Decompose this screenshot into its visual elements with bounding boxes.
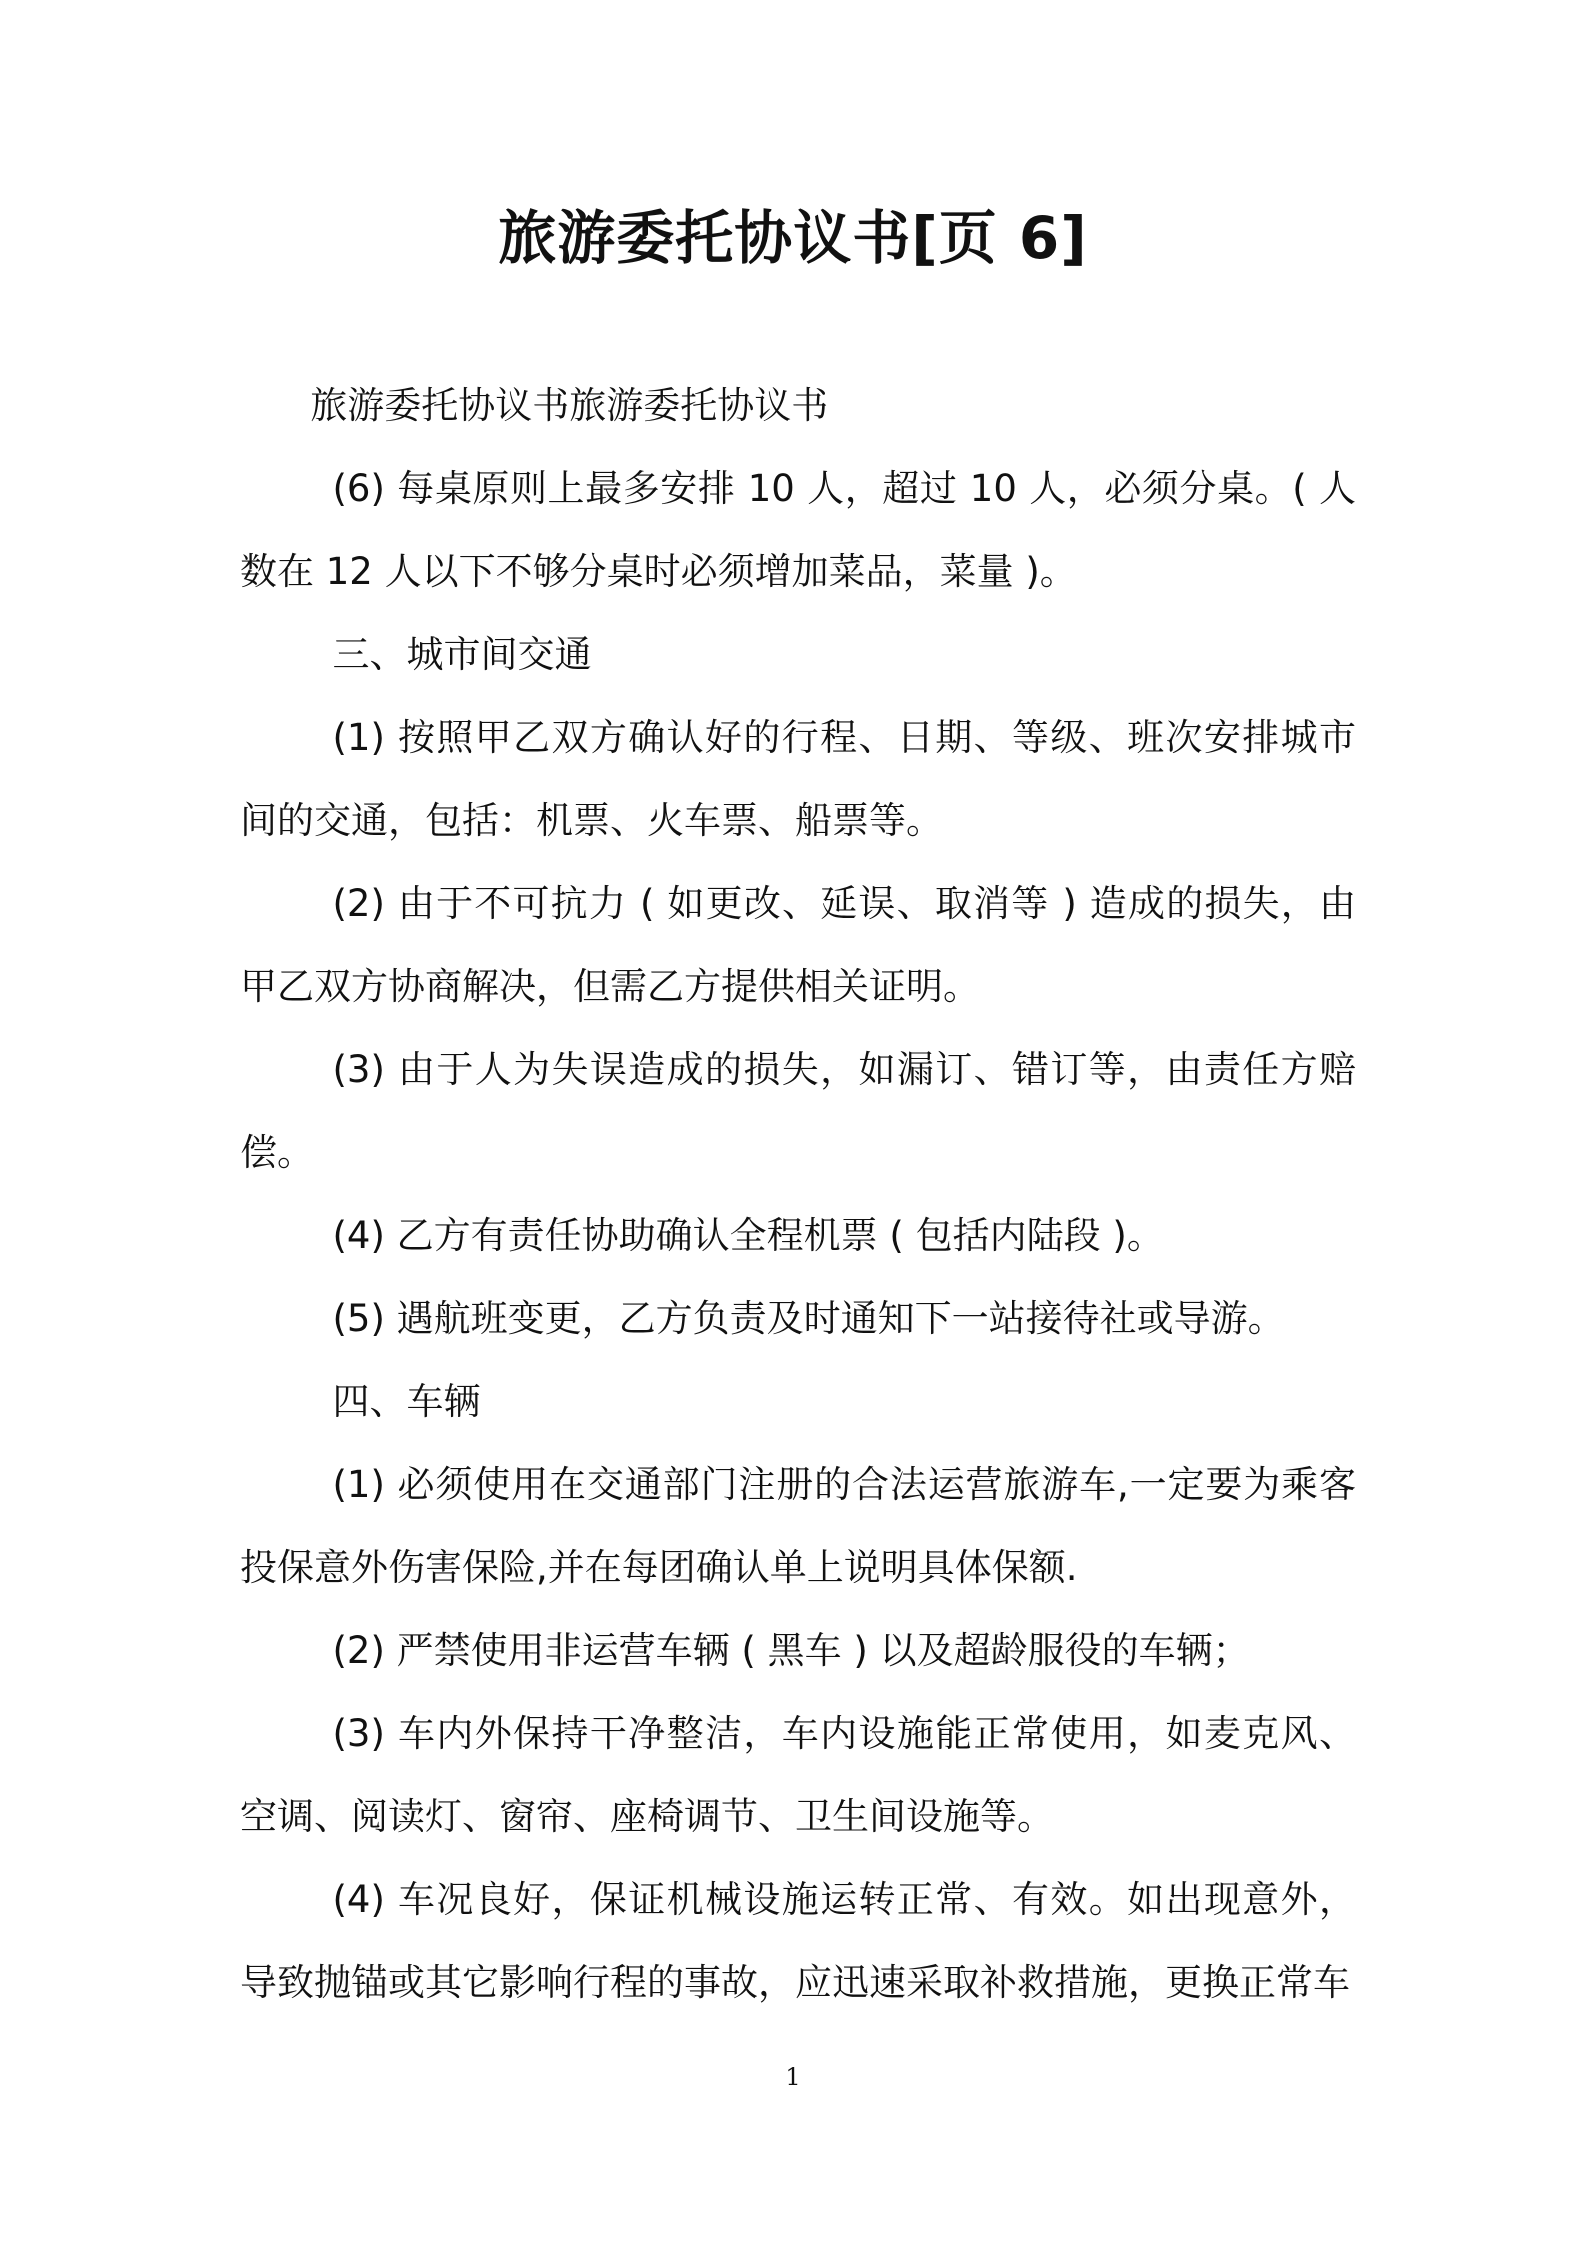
paragraph-item-6: (6) 每桌原则上最多安排 10 人，超过 10 人，必须分桌。( 人数在 12 人以下不够分桌时必须增加菜品，菜量 )。 bbox=[240, 467, 1356, 593]
document-title: 旅游委托协议书[页 6] bbox=[498, 204, 1088, 272]
page-number: 1 bbox=[785, 2063, 801, 2091]
paragraph-transport-4: (4) 乙方有责任协助确认全程机票 ( 包括内陆段 )。 bbox=[332, 1214, 1164, 1257]
paragraph-intro: 旅游委托协议书旅游委托协议书 bbox=[310, 384, 829, 427]
paragraph-vehicles-4: (4) 车况良好，保证机械设施运转正常、有效。如出现意外，导致抛锚或其它影响行程的事故，应迅速采取补救措施，更换正常车 bbox=[240, 1878, 1356, 2004]
paragraph-vehicles-2: (2) 严禁使用非运营车辆 ( 黑车 ) 以及超龄服役的车辆； bbox=[332, 1629, 1250, 1672]
section-heading-vehicles: 四、车辆 bbox=[332, 1380, 481, 1423]
paragraph-transport-3: (3) 由于人为失误造成的损失，如漏订、错订等，由责任方赔偿。 bbox=[240, 1048, 1356, 1174]
paragraph-transport-1: (1) 按照甲乙双方确认好的行程、日期、等级、班次安排城市间的交通，包括：机票、火车票、船票等。 bbox=[240, 716, 1356, 842]
paragraph-vehicles-3: (3) 车内外保持干净整洁，车内设施能正常使用，如麦克风、空调、阅读灯、窗帘、座椅调节、卫生间设施等。 bbox=[240, 1712, 1356, 1838]
section-heading-intercity-transport: 三、城市间交通 bbox=[332, 633, 592, 676]
document-body bbox=[240, 364, 1356, 2024]
paragraph-transport-5: (5) 遇航班变更，乙方负责及时通知下一站接待社或导游。 bbox=[332, 1297, 1285, 1340]
paragraph-transport-2: (2) 由于不可抗力 ( 如更改、延误、取消等 ) 造成的损失，由甲乙双方协商解决，但需乙方提供相关证明。 bbox=[240, 882, 1356, 1008]
paragraph-vehicles-1: (1) 必须使用在交通部门注册的合法运营旅游车,一定要为乘客投保意外伤害保险,并在每团确认单上说明具体保额. bbox=[240, 1463, 1356, 1589]
